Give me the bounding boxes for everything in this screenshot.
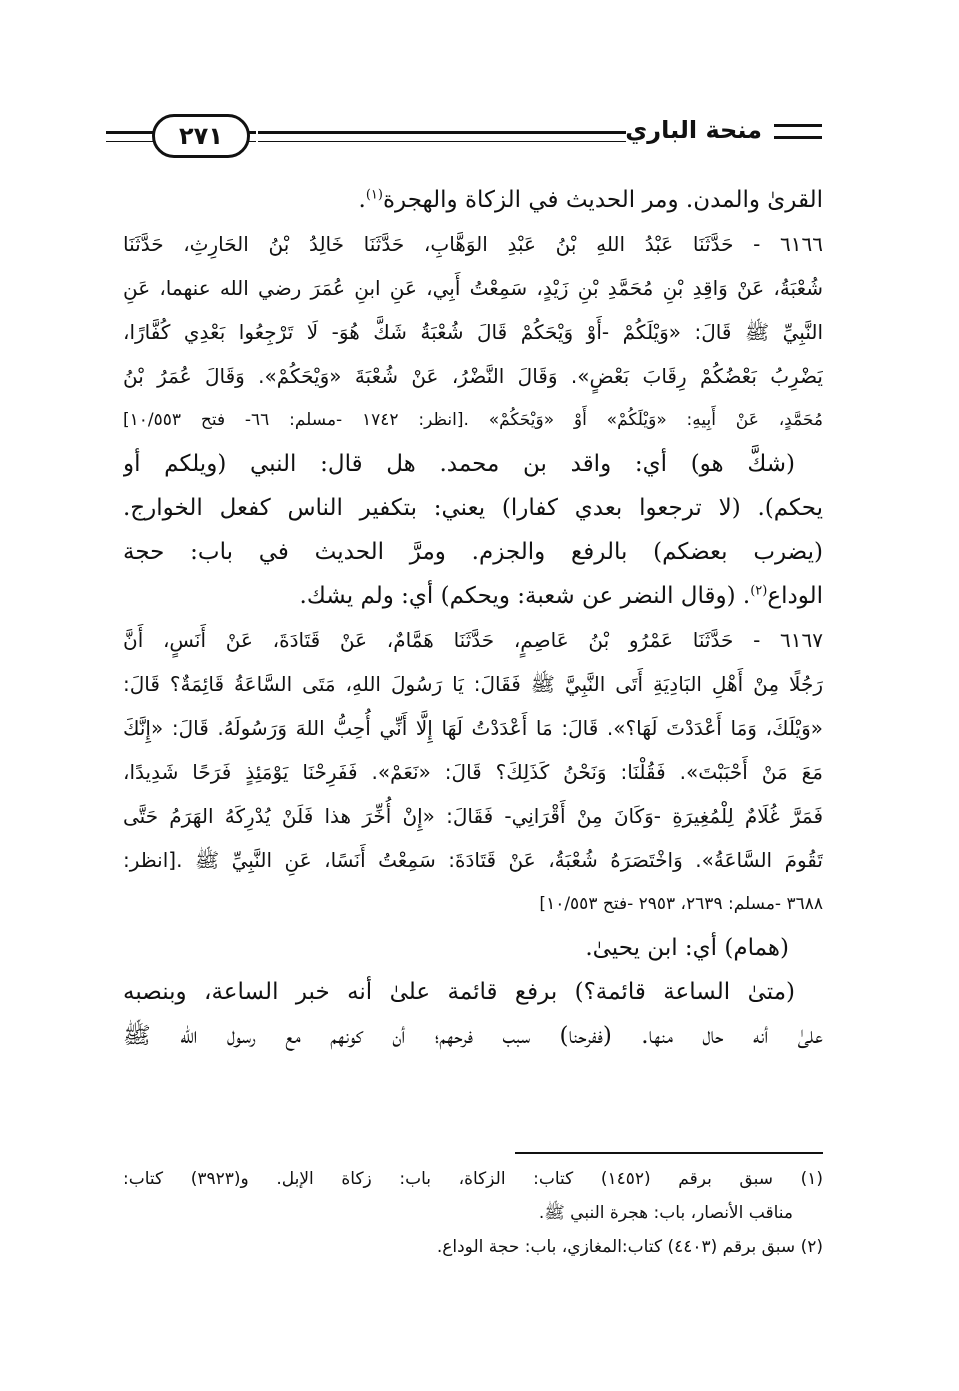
text-line bbox=[123, 970, 823, 1014]
line-text: الوداع bbox=[767, 583, 823, 609]
text-line bbox=[123, 266, 823, 310]
line-text: النَّبِيِّ ﷺ قَالَ: «وَيْلَكُمْ -أَوْ وَيْحَكُمْ قَالَ شُعْبَةُ شَكَّ هُوَ- لَا تَرْجِعُوا بَعْدِي كُفَّارًا، bbox=[123, 320, 823, 344]
header-middle-rule bbox=[258, 131, 626, 142]
footnote-marker[interactable]: (١) bbox=[365, 187, 383, 203]
line-text: القرىٰ والمدن. ومر الحديث في الزكاة والهجرة bbox=[382, 187, 823, 213]
header-right-rule bbox=[774, 124, 822, 139]
footnote-line: (١) سبق برقم (١٤٥٢) كتاب: الزكاة، باب: زكاة الإبل. و(٣٩٢٣) كتاب: bbox=[123, 1169, 823, 1189]
text-line bbox=[123, 574, 823, 618]
line-text: (متىٰ الساعة قائمة؟) برفع قائمة علىٰ أنه خبر الساعة، وبنصبه bbox=[123, 979, 795, 1005]
line-text: (يضرب بعضكم) بالرفع والجزم. ومرَّ الحديث في باب: حجة bbox=[123, 539, 823, 565]
line-text: رَجُلًا مِنْ أَهْلِ البَادِيَةِ أَتَى النَّبِيَّ ﷺ فَقَالَ: يَا رَسُولَ اللهِ، مَتَى السَّاعَةُ قَائِمَةٌ؟ قَالَ: bbox=[123, 672, 823, 696]
footnote-marker[interactable]: (٢) bbox=[750, 583, 768, 599]
text-line bbox=[123, 486, 823, 530]
text-line bbox=[123, 794, 823, 838]
text-line bbox=[123, 1014, 823, 1058]
line-text: فَمَرَّ غُلَامٌ لِلْمُغِيرَةِ -وَكَانَ مِنْ أَقْرَانِي- فَقَالَ: «إِنْ أُخِّرَ هذا فَلَنْ يُدْرِكَهُ الهَرَمُ حَتَّى bbox=[123, 804, 823, 828]
line-text: ٦١٦٧ - حَدَّثَنَا عَمْرُو بْنُ عَاصِمٍ، حَدَّثَنَا هَمَّامٌ، عَنْ قَتَادَةَ، عَنْ أَنَسٍ، أَنَّ bbox=[123, 628, 823, 652]
text-line bbox=[123, 222, 823, 266]
text-line bbox=[123, 530, 823, 574]
footnote-line: مناقب الأنصار، باب: هجرة النبي ﷺ. bbox=[538, 1203, 793, 1223]
text-line bbox=[123, 926, 823, 970]
line-text: يحكم). (لا ترجعوا بعدي كفارا) يعني: بتكفير الناس كفعل الخوارج. bbox=[123, 495, 823, 521]
text-line bbox=[123, 662, 823, 706]
line-text: ٦١٦٦ - حَدَّثَنَا عَبْدُ اللهِ بْنُ عَبْدِ الوَهَّابِ، حَدَّثَنَا خَالِدُ بْنُ الحَارِثِ، حَدَّثَنَا bbox=[123, 232, 823, 256]
text-line bbox=[123, 398, 823, 442]
line-text: علىٰ أنه حال منها. (ففرحنا) سبب فرحهم؛ أن كونهم مع رسول الله ﷺ bbox=[123, 1023, 823, 1049]
text-line bbox=[123, 618, 823, 662]
text-line bbox=[123, 750, 823, 794]
line-text: (همام) أي: ابن يحيىٰ. bbox=[585, 935, 789, 961]
line-text: ٣٦٨٨ -مسلم: ٢٦٣٩، ٢٩٥٣ -فتح ١٠/٥٥٣] bbox=[539, 894, 823, 914]
text-line bbox=[123, 706, 823, 750]
footnote-separator bbox=[515, 1152, 823, 1154]
text-line bbox=[123, 882, 823, 926]
line-text: «وَيْلَكَ، وَمَا أَعْدَدْتَ لَهَا؟». قَالَ: مَا أَعْدَدْتُ لَهَا إِلَّا أَنِّي أُحِبُّ اللهَ وَرَسُولَهُ. قَالَ: «إِنَّكَ bbox=[123, 716, 823, 740]
main-text bbox=[123, 178, 823, 1058]
line-text: يَضْرِبُ بَعْضُكُمْ رِقَابَ بَعْضٍ». وَقَالَ النَّضْرُ، عَنْ شُعْبَةَ «وَيْحَكُمْ». وَقَالَ عُمَرُ بْنُ bbox=[123, 364, 823, 388]
text-line bbox=[123, 838, 823, 882]
text-line bbox=[123, 442, 823, 486]
text-line bbox=[123, 178, 823, 222]
text-line bbox=[123, 354, 823, 398]
text-line bbox=[123, 310, 823, 354]
footnotes bbox=[123, 1162, 823, 1264]
line-text: (شكَّ هو) أي: واقد بن محمد. هل قال: النبي (ويلكم أو bbox=[123, 451, 795, 477]
line-text-tail: . (وقال النضر عن شعبة: ويحكم) أي: ولم يشك. bbox=[299, 583, 751, 609]
line-text: مَعَ مَنْ أَحْبَبْتَ». فَقُلْنَا: وَنَحْنُ كَذَلِكَ؟ قَالَ: «نَعَمْ». فَفَرِحْنَا يَوْمَئِذٍ فَرَحًا شَدِيدًا، bbox=[123, 760, 823, 784]
page-number: ٢٧١ bbox=[152, 114, 250, 158]
footnote-line: (٢) سبق برقم (٤٤٠٣) كتاب:المغازي، باب: حجة الوداع. bbox=[436, 1237, 823, 1257]
running-title: منحة الباري bbox=[625, 116, 762, 144]
page-header bbox=[106, 112, 822, 158]
line-text-tail: . bbox=[358, 187, 366, 213]
line-text: تَقُومَ السَّاعَةُ». وَاخْتَصَرَهُ شُعْبَةُ، عَنْ قَتَادَةَ: سَمِعْتُ أَنَسًا، عَنِ النَّبِيِّ ﷺ .[انظر: bbox=[123, 848, 823, 872]
line-text: مُحَمَّدٍ، عَنْ أَبِيهِ: «وَيْلَكُمْ» أَوْ «وَيْحَكُمْ» .[انظر: ١٧٤٢ -مسلم: ٦٦- فتح ١٠/٥٥٣] bbox=[123, 410, 823, 430]
line-text: شُعْبَةُ، عَنْ وَاقِدِ بْنِ مُحَمَّدِ بْنِ زَيْدٍ، سَمِعْتُ أَبِي، عَنِ ابنِ عُمَرَ رضي الله عنهما، عَنِ bbox=[123, 276, 823, 300]
